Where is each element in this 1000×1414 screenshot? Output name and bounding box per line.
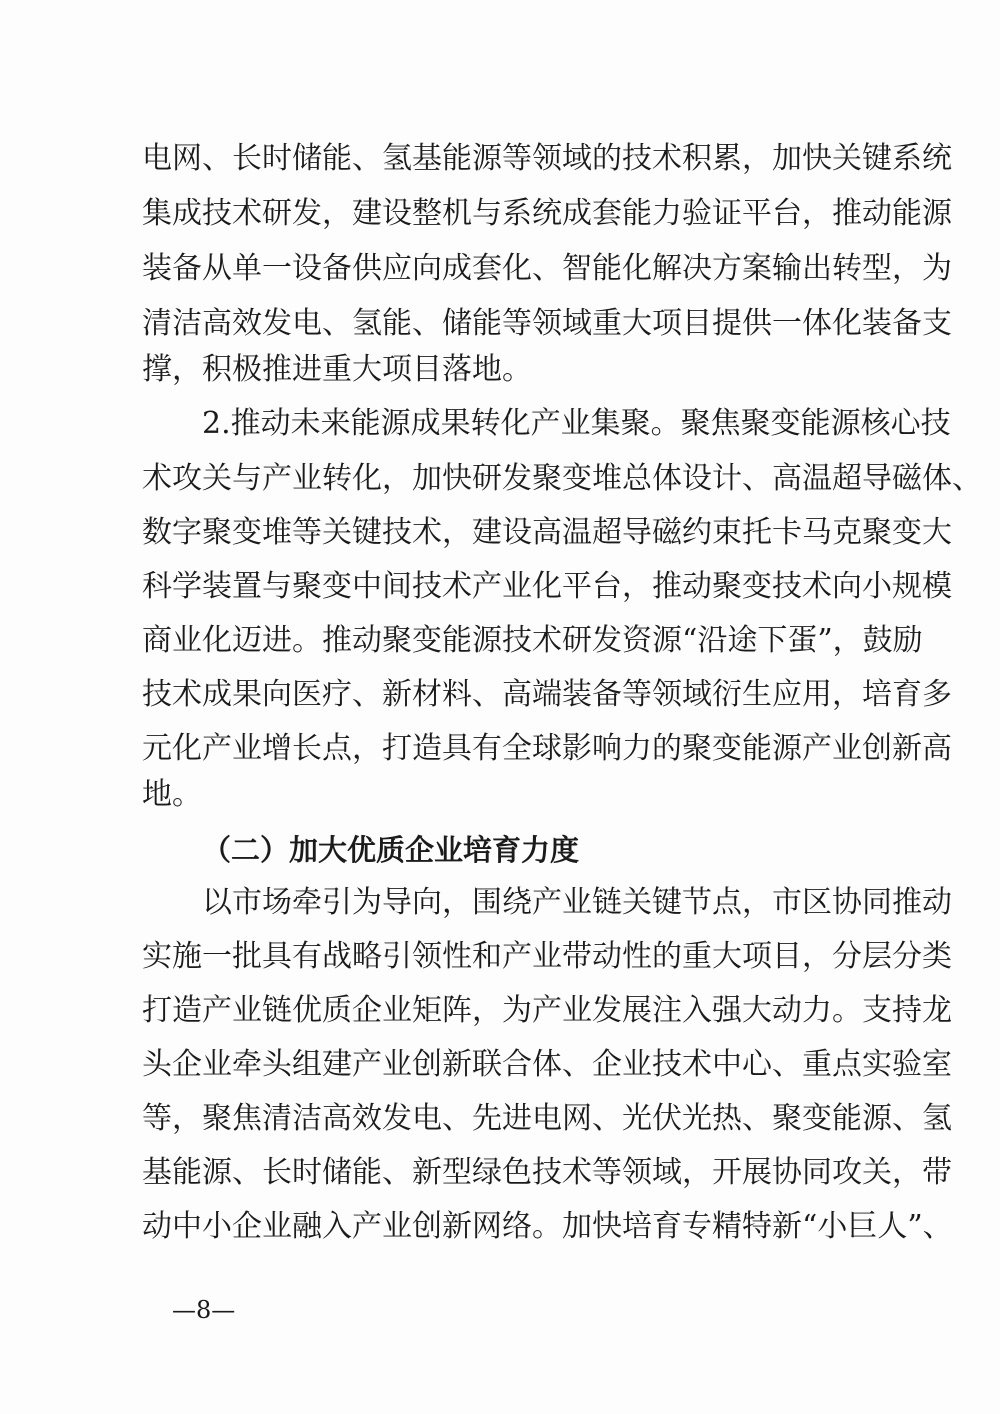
text-line: 术攻关与产业转化，加快研发聚变堆总体设计、高温超导磁体、 (142, 461, 982, 496)
text-line: 数字聚变堆等关键技术，建设高温超导磁约束托卡马克聚变大 (142, 515, 952, 550)
text-line: 清洁高效发电、氢能、储能等领域重大项目提供一体化装备支 (142, 306, 952, 341)
text-line: 基能源、长时储能、新型绿色技术等领域，开展协同攻关，带 (142, 1155, 952, 1190)
text-line: 等，聚焦清洁高效发电、先进电网、光伏光热、聚变能源、氢 (142, 1101, 952, 1136)
text-line: 电网、长时储能、氢基能源等领域的技术积累，加快关键系统 (142, 141, 952, 176)
text-line: 以市场牵引为导向，围绕产业链关键节点，市区协同推动 (202, 885, 952, 920)
text-line: 技术成果向医疗、新材料、高端装备等领域衍生应用，培育多 (142, 677, 952, 712)
text-line: 科学装置与聚变中间技术产业化平台，推动聚变技术向小规模 (142, 569, 952, 604)
text-line: 动中小企业融入产业创新网络。加快培育专精特新“小巨人”、 (142, 1209, 953, 1244)
text-line: 2.推动未来能源成果转化产业集聚。聚焦聚变能源核心技 (202, 406, 951, 441)
text-line: 集成技术研发，建设整机与系统成套能力验证平台，推动能源 (142, 196, 952, 231)
text-line: 商业化迈进。推动聚变能源技术研发资源“沿途下蛋”，鼓励 (142, 623, 923, 658)
text-line: 地。 (142, 777, 202, 812)
page-number: —8— (172, 1296, 236, 1324)
text-line: 装备从单一设备供应向成套化、智能化解决方案输出转型，为 (142, 251, 952, 286)
text-line: 实施一批具有战略引领性和产业带动性的重大项目，分层分类 (142, 939, 952, 974)
section-heading: （二）加大优质企业培育力度 (202, 833, 580, 867)
text-line: 元化产业增长点，打造具有全球影响力的聚变能源产业创新高 (142, 731, 952, 766)
text-line: 头企业牵头组建产业创新联合体、企业技术中心、重点实验室 (142, 1047, 952, 1082)
text-line: 打造产业链优质企业矩阵，为产业发展注入强大动力。支持龙 (142, 993, 952, 1028)
text-line: 撑，积极推进重大项目落地。 (142, 352, 532, 387)
